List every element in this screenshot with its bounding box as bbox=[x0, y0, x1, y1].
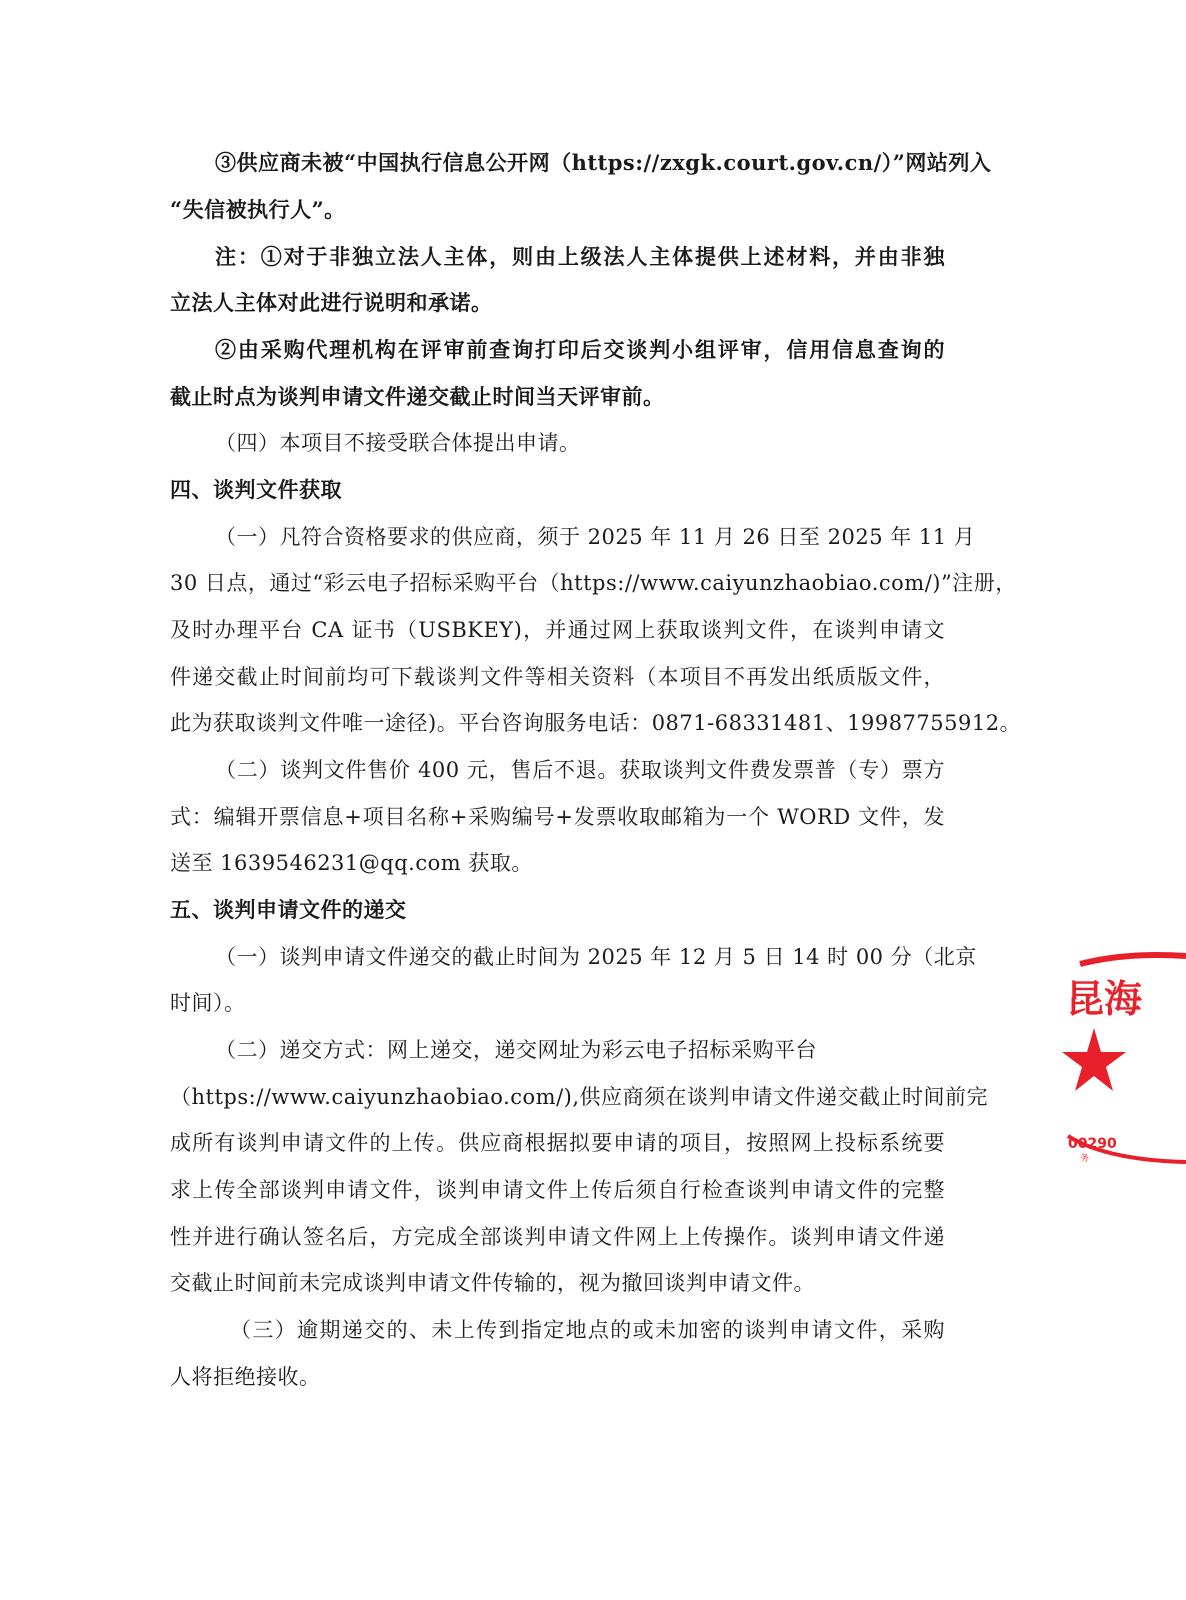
official-seal-stamp bbox=[1066, 950, 1186, 1175]
paragraph-line: 及时办理平台 CA 证书（USBKEY)，并通过网上获取谈判文件，在谈判申请文 bbox=[170, 618, 945, 642]
paragraph-line: （二）递交方式：网上递交，递交网址为彩云电子招标采购平台 bbox=[215, 1038, 817, 1062]
paragraph-line: （四）本项目不接受联合体提出申请。 bbox=[215, 431, 581, 455]
seal-star-icon bbox=[1062, 1028, 1126, 1091]
paragraph-line: （三）逾期递交的、未上传到指定地点的或未加密的谈判申请文件，采购 bbox=[230, 1318, 945, 1342]
seal-number: 00290 bbox=[1068, 1136, 1117, 1152]
paragraph-line: 件递交截止时间前均可下载谈判文件等相关资料（本项目不再发出纸质版文件， bbox=[170, 665, 945, 689]
paragraph-line: （二）谈判文件售价 400 元，售后不退。获取谈判文件费发票普（专）票方 bbox=[215, 758, 945, 782]
section-heading: 五、谈判申请文件的递交 bbox=[170, 897, 407, 922]
paragraph-line: 交截止时间前未完成谈判申请文件传输的，视为撤回谈判申请文件。 bbox=[170, 1271, 815, 1295]
paragraph-line: 求上传全部谈判申请文件，谈判申请文件上传后须自行检查谈判申请文件的完整 bbox=[170, 1178, 945, 1202]
paragraph-line: （https://www.caiyunzhaobiao.com/),供应商须在谈判申请文件递交截止时间前完 bbox=[170, 1085, 989, 1109]
paragraph-line: 时间）。 bbox=[170, 991, 246, 1015]
paragraph-line: 人将拒绝接收。 bbox=[170, 1365, 321, 1389]
paragraph-line: （一）凡符合资格要求的供应商，须于 2025 年 11 月 26 日至 2025 年 11 月 bbox=[215, 525, 976, 549]
seal-small-text: 务 bbox=[1080, 1154, 1090, 1164]
paragraph-line: 性并进行确认签名后，方完成全部谈判申请文件网上上传操作。谈判申请文件递 bbox=[170, 1225, 945, 1249]
paragraph-line: 送至 1639546231@qq.com 获取。 bbox=[170, 851, 533, 875]
paragraph-line: ②由采购代理机构在评审前查询打印后交谈判小组评审，信用信息查询的 bbox=[215, 337, 945, 362]
paragraph-line: （一）谈判申请文件递交的截止时间为 2025 年 12 月 5 日 14 时 00 分（北京 bbox=[215, 945, 977, 969]
paragraph-line: 立法人主体对此进行说明和承诺。 bbox=[170, 290, 493, 315]
paragraph-line: 截止时点为谈判申请文件递交截止时间当天评审前。 bbox=[170, 384, 665, 409]
seal-arc-text: 昆海 bbox=[1066, 977, 1143, 1021]
section-heading: 四、谈判文件获取 bbox=[170, 477, 342, 502]
paragraph-line: 30 日点，通过“彩云电子招标采购平台（https://www.caiyunzhaobiao.com/)”注册， bbox=[170, 571, 1017, 595]
paragraph-line: “失信被执行人”。 bbox=[170, 197, 346, 222]
paragraph-line: 式：编辑开票信息+项目名称+采购编号+发票收取邮箱为一个 WORD 文件，发 bbox=[170, 805, 945, 829]
paragraph-line: 成所有谈判申请文件的上传。供应商根据拟要申请的项目，按照网上投标系统要 bbox=[170, 1131, 945, 1155]
seal-ring-top bbox=[1080, 955, 1186, 964]
paragraph-line: 此为获取谈判文件唯一途径)。平台咨询服务电话：0871-68331481、19987755912。 bbox=[170, 711, 1022, 735]
paragraph-line: 注：①对于非独立法人主体，则由上级法人主体提供上述材料，并由非独 bbox=[215, 244, 945, 269]
paragraph-line: ③供应商未被“中国执行信息公开网（https://zxgk.court.gov.cn/）”网站列入 bbox=[215, 150, 992, 175]
